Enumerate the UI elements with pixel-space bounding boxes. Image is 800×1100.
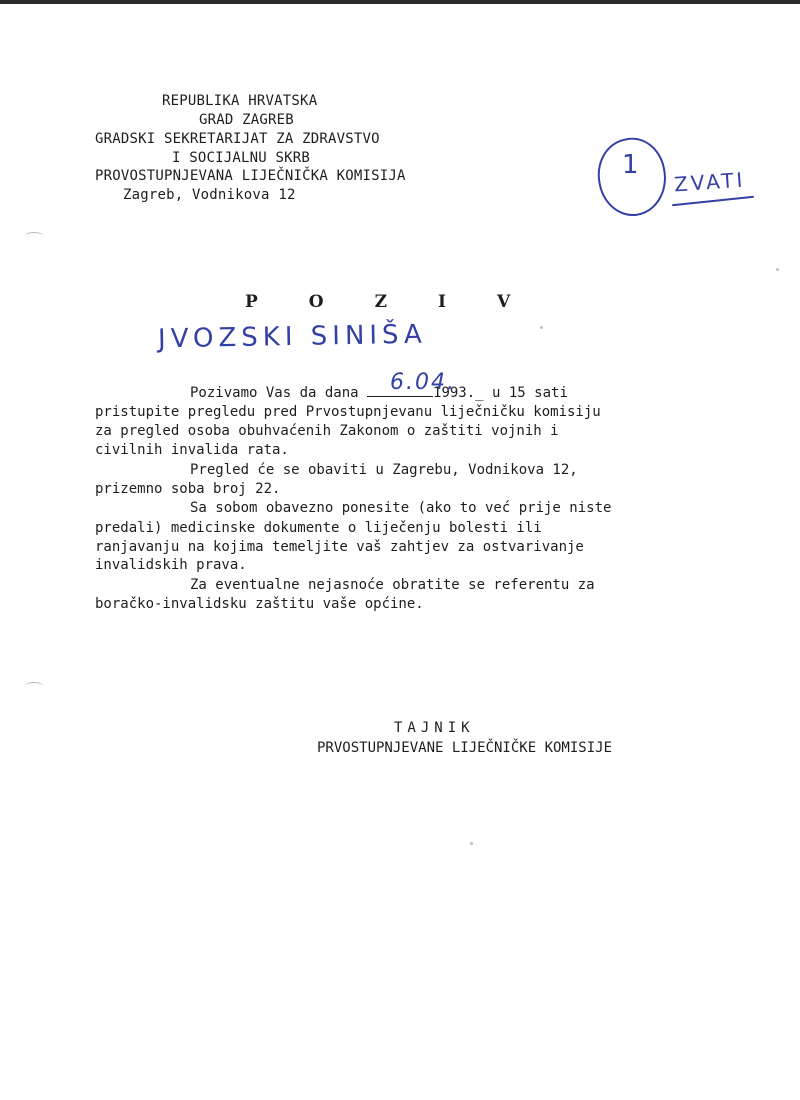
page-top-edge <box>0 0 800 4</box>
paper-speck <box>776 268 779 271</box>
margin-punch-mark-upper <box>24 232 44 241</box>
body-line-1 <box>190 382 568 404</box>
body-line-3: za pregled osoba obuhvaćenih Zakonom o zaštiti vojnih i <box>95 423 559 439</box>
paper-speck <box>540 326 543 329</box>
body-line-12: boračko-invalidsku zaštitu vaše općine. <box>95 596 424 612</box>
signature-organization: PRVOSTUPNJEVANE LIJEČNIČKE KOMISIJE <box>317 740 613 756</box>
body-line-4: civilnih invalida rata. <box>95 442 289 458</box>
letterhead-line-welfare: I SOCIJALNU SKRB <box>172 150 311 166</box>
letterhead-line-republic: REPUBLIKA HRVATSKA <box>162 93 318 109</box>
handwritten-date: 6.04. <box>390 370 456 395</box>
body-line-5: Pregled će se obaviti u Zagrebu, Vodnikova 12, <box>190 462 578 478</box>
body-line-11: Za eventualne nejasnoće obratite se referentu za <box>190 577 595 593</box>
body-line-9: ranjavanju na kojima temeljite vaš zahtjev za ostvarivanje <box>95 539 584 555</box>
body-line-6: prizemno soba broj 22. <box>95 481 281 497</box>
body-line-8: predali) medicinske dokumente o liječenju bolesti ili <box>95 520 542 536</box>
paper-speck <box>470 842 473 845</box>
letterhead-line-secretariat: GRADSKI SEKRETARIJAT ZA ZDRAVSTVO <box>95 131 380 147</box>
letterhead-line-address: Zagreb, Vodnikova 12 <box>123 187 296 203</box>
letterhead-line-city: GRAD ZAGREB <box>199 112 294 128</box>
document-title: POZIV <box>245 292 562 312</box>
handwritten-note-underline <box>672 196 754 207</box>
handwritten-margin-note: ZVATI <box>673 167 747 197</box>
margin-punch-mark-lower <box>24 682 44 691</box>
body-line-10: invalidskih prava. <box>95 557 247 573</box>
handwritten-recipient-name: JVOZSKI SINIŠA <box>157 319 428 355</box>
body-line-2: pristupite pregledu pred Prvostupnjevanu liječničku komisiju <box>95 404 601 420</box>
body-line-1-end: 1993._ u 15 sati <box>433 385 568 401</box>
body-line-7: Sa sobom obavezno ponesite (ako to već prije niste <box>190 500 612 516</box>
body-line-1-start: Pozivamo Vas da dana <box>190 385 359 401</box>
signature-title: TAJNIK <box>394 720 475 736</box>
letterhead-line-commission: PROVOSTUPNJEVANA LIJEČNIČKA KOMISIJA <box>95 168 406 184</box>
handwritten-circled-number: 1 <box>622 150 639 180</box>
